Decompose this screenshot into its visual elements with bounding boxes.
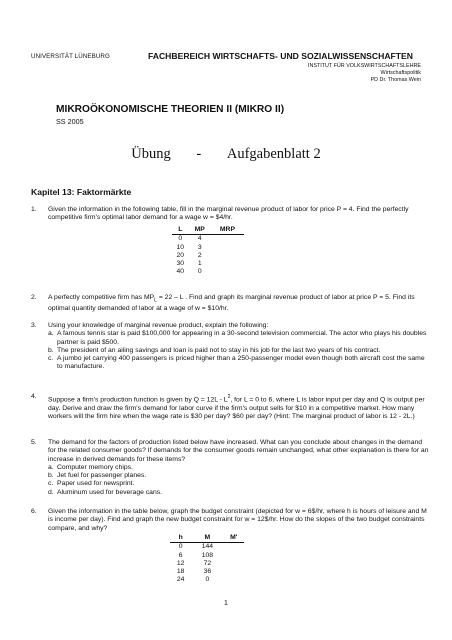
table-cell: 6 [178, 551, 183, 559]
question-6 [31, 508, 429, 533]
table-cell: 36 [203, 568, 212, 576]
table-row [172, 252, 244, 260]
table-row [170, 568, 244, 576]
question-number: 4. [31, 393, 37, 400]
table-cell: 0 [178, 235, 183, 243]
table-cell [211, 268, 244, 276]
list-item: b. The president of an ailing savings and loan is paid not to stay in his job for the last two years of his contract. [48, 346, 381, 354]
list-item: c. Paper used for newsprint. [48, 480, 135, 488]
table-header-row [172, 226, 244, 235]
table-row [170, 576, 244, 584]
table-cell: 1 [197, 260, 202, 268]
question-text: Given the information in the following table, fill in the marginal revenue product of labor for price P = 4. Find the perfectly competitive firm's optimal labor demand for a wage w = $4/hr. [48, 206, 409, 222]
list-item: c. A jumbo jet carrying 400 passengers is priced higher than a 250-passenger model even though both aircraft cost the same to manufacture. [48, 355, 425, 371]
table-row [172, 235, 244, 244]
table-row [170, 543, 244, 552]
table-cell [223, 568, 244, 576]
question-1 [31, 206, 429, 223]
table-cell: 30 [176, 260, 185, 268]
list-item: b. Jet fuel for passenger planes. [48, 472, 147, 480]
question-3 [31, 322, 429, 372]
table-cell: 0 [178, 543, 183, 551]
table-cell [223, 543, 244, 552]
table-cell [223, 552, 244, 560]
question-text: A perfectly competitive firm has $MP_L = 22 - L$ . Find and graph its marginal revenue product of labor at price P = 5. Find its optimal quantity demanded of labor at a wage of w = $10/hr. [48, 294, 415, 312]
question-number: 3. [31, 322, 37, 329]
table-cell: 40 [176, 268, 185, 276]
institute-name: INSTITUT FÜR VOLKSWIRTSCHAFTSLEHRE [307, 63, 421, 69]
table-cell [211, 235, 244, 244]
question-4 [31, 393, 429, 421]
question-2 [31, 294, 429, 313]
table-header: M' [223, 534, 244, 543]
semester: SS 2005 [56, 117, 84, 126]
table-cell: 20 [176, 251, 185, 259]
table-row [170, 552, 244, 560]
table-cell: 108 [201, 551, 214, 559]
question-text: Given the information in the table below, graph the budget constraint (depicted for w = 6$/hr, where h is hours of leisure and M is income per day). Find and graph the new budget constraint for w = 12$/hr. How do the slopes of the two budget constraints compare, and why? [48, 508, 427, 532]
table-cell [211, 244, 244, 252]
table-cell: 3 [197, 243, 202, 251]
table-header-row [170, 534, 244, 543]
table-cell: 18 [176, 568, 185, 576]
title-left: Übung [131, 146, 171, 162]
labor-table [172, 226, 244, 277]
question-number: 2. [31, 294, 37, 301]
course-title: MIKROÖKONOMISCHE THEORIEN II (MIKRO II) [56, 104, 285, 115]
title-dash: - [196, 146, 202, 162]
table-header: L [172, 226, 189, 235]
table-row [172, 268, 244, 276]
question-text: Using your knowledge of marginal revenue product, explain the following: [48, 322, 269, 329]
table-row [172, 244, 244, 252]
table-cell [211, 252, 244, 260]
table-cell: 24 [176, 576, 185, 584]
page-number: 1 [224, 600, 228, 607]
question-number: 6. [31, 508, 37, 515]
question-5 [31, 439, 429, 497]
table-cell: 72 [203, 559, 212, 567]
table-row [170, 560, 244, 568]
professor-name: PD Dr. Thomas Wein [370, 77, 421, 83]
table-header: h [170, 534, 191, 543]
question-text: Suppose a firm's production function is given by $Q = 12L - L^2$, for L = 0 to 6, where L is labor input per day and Q is output per day. Derive and draw the firm's demand for labor curve if the firm's output sells for $10 in a competitive market. How many workers will the firm hire when the wage rate is $30 per day? $60 per day? (Hint: The marginal product of labor is 12 - 2L.) [48, 394, 425, 420]
question-text: The demand for the factors of production listed below have increased. What can you conclude about changes in the demand for the related consumer goods? If demands for the consumer goods remain unchanged, what other explanation is there for an increase in derived demands for these items? [48, 439, 429, 463]
university-name: UNIVERSITÄT LÜNEBURG [31, 53, 110, 60]
chair-name: Wirtschaftspolitik [380, 70, 421, 76]
table-cell: 4 [197, 235, 202, 243]
table-cell: 144 [201, 543, 214, 551]
title-right: Aufgabenblatt 2 [226, 146, 321, 162]
table-cell: 10 [176, 243, 185, 251]
question-number: 5. [31, 439, 37, 446]
list-item: d. Aluminum used for beverage cans. [48, 488, 163, 496]
question-number: 1. [31, 206, 37, 213]
table-row [172, 260, 244, 268]
table-header: MP [189, 226, 211, 235]
table-cell [211, 260, 244, 268]
page-title [0, 146, 452, 163]
table-cell: 0 [197, 268, 202, 276]
table-cell [223, 576, 244, 584]
table-cell [223, 560, 244, 568]
department-name: FACHBEREICH WIRTSCHAFTS- UND SOZIALWISSENSCHAFTEN [148, 51, 413, 61]
budget-table [170, 534, 244, 585]
chapter-heading: Kapitel 13: Faktormärkte [31, 187, 132, 197]
list-item: a. A famous tennis star is paid $100,000 for appearing in a 30-second television commercial. The actor who plays his doubles partner is paid $500. [48, 330, 427, 346]
table-cell: 0 [205, 576, 210, 584]
table-header: MRP [211, 226, 244, 235]
table-cell: 2 [197, 251, 202, 259]
table-cell: 12 [176, 559, 185, 567]
table-header: M [191, 534, 223, 543]
list-item: a. Computer memory chips. [48, 463, 133, 471]
